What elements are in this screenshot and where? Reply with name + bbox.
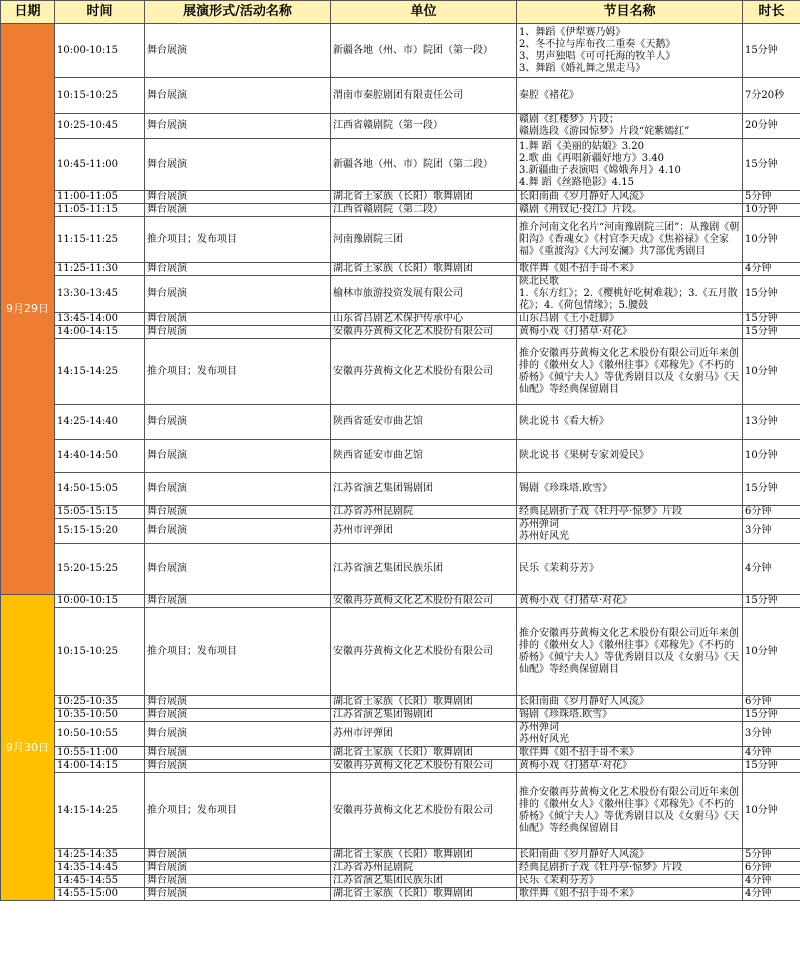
duration-cell: 7分20秒 xyxy=(743,78,800,114)
program-cell: 推介安徽再芬黄梅文化艺术股份有限公司近年来创排的《徽州女人》《徽州往事》《邓稼先》《不朽的骄杨》《倾宁夫人》等优秀剧目以及《女驸马》《天仙配》等经典保留剧目 xyxy=(517,339,743,405)
program-cell: 经典昆剧折子戏《牡丹亭·惊梦》片段 xyxy=(517,862,743,875)
form-cell: 舞台展演 xyxy=(145,544,331,595)
time-cell: 13:45-14:00 xyxy=(55,313,145,326)
unit-cell: 江苏省苏州昆剧院 xyxy=(331,506,517,519)
time-cell: 13:30-13:45 xyxy=(55,276,145,313)
table-row xyxy=(1,204,800,217)
duration-cell: 10分钟 xyxy=(743,204,800,217)
table-row xyxy=(1,888,800,901)
program-cell: 秦腔《褚花》 xyxy=(517,78,743,114)
time-cell: 14:00-14:15 xyxy=(55,760,145,773)
duration-cell: 4分钟 xyxy=(743,747,800,760)
unit-cell: 江苏省演艺集团民族乐团 xyxy=(331,875,517,888)
form-cell: 舞台展演 xyxy=(145,519,331,544)
unit-cell: 苏州市评弹团 xyxy=(331,722,517,747)
table-row xyxy=(1,339,800,405)
duration-cell: 10分钟 xyxy=(743,440,800,473)
form-cell: 舞台展演 xyxy=(145,191,331,204)
unit-cell: 安徽再芬黄梅文化艺术股份有限公司 xyxy=(331,339,517,405)
duration-cell: 5分钟 xyxy=(743,191,800,204)
unit-cell: 安徽再芬黄梅文化艺术股份有限公司 xyxy=(331,595,517,608)
duration-cell: 3分钟 xyxy=(743,519,800,544)
table-row xyxy=(1,862,800,875)
time-cell: 14:15-14:25 xyxy=(55,339,145,405)
duration-cell: 15分钟 xyxy=(743,276,800,313)
form-cell: 舞台展演 xyxy=(145,875,331,888)
program-cell: 歌伴舞《姐不招手哥不来》 xyxy=(517,888,743,901)
duration-cell: 6分钟 xyxy=(743,696,800,709)
duration-cell: 4分钟 xyxy=(743,544,800,595)
program-cell: 民乐《茉莉芬芳》 xyxy=(517,544,743,595)
unit-cell: 江西省赣剧院（第二段） xyxy=(331,204,517,217)
program-cell: 长阳南曲《岁月静好人风流》 xyxy=(517,191,743,204)
time-cell: 10:00-10:15 xyxy=(55,595,145,608)
duration-cell: 15分钟 xyxy=(743,24,800,78)
table-row xyxy=(1,709,800,722)
unit-cell: 江苏省演艺集团锡剧团 xyxy=(331,709,517,722)
schedule-body xyxy=(1,24,800,901)
header-program: 节目名称 xyxy=(517,1,743,24)
time-cell: 14:45-14:55 xyxy=(55,875,145,888)
time-cell: 10:00-10:15 xyxy=(55,24,145,78)
header-duration: 时长 xyxy=(743,1,800,24)
form-cell: 舞台展演 xyxy=(145,595,331,608)
form-cell: 舞台展演 xyxy=(145,722,331,747)
duration-cell: 4分钟 xyxy=(743,263,800,276)
date-cell: 9月29日 xyxy=(1,24,55,595)
time-cell: 14:50-15:05 xyxy=(55,473,145,506)
table-row xyxy=(1,849,800,862)
table-row xyxy=(1,722,800,747)
table-row xyxy=(1,519,800,544)
form-cell: 舞台展演 xyxy=(145,709,331,722)
duration-cell: 6分钟 xyxy=(743,506,800,519)
time-cell: 15:15-15:20 xyxy=(55,519,145,544)
duration-cell: 6分钟 xyxy=(743,862,800,875)
unit-cell: 湖北省土家族（长阳）歌舞剧团 xyxy=(331,849,517,862)
unit-cell: 新疆各地（州、市）院团（第一段） xyxy=(331,24,517,78)
unit-cell: 江苏省苏州昆剧院 xyxy=(331,862,517,875)
table-row xyxy=(1,276,800,313)
time-cell: 10:45-11:00 xyxy=(55,139,145,191)
header-unit: 单位 xyxy=(331,1,517,24)
program-cell: 民乐《茉莉芬芳》 xyxy=(517,875,743,888)
form-cell: 推介项目；发布项目 xyxy=(145,217,331,263)
table-row xyxy=(1,139,800,191)
program-cell: 山东吕剧《王小赶脚》 xyxy=(517,313,743,326)
unit-cell: 湖北省土家族（长阳）歌舞剧团 xyxy=(331,888,517,901)
program-cell: 1.舞 蹈《美丽的姑娘》3.20 2.歌 曲《再唱新疆好地方》3.40 3.新疆曲子表演唱《嫦娥奔月》4.10 4.舞 蹈《丝路艳影》4.15 xyxy=(517,139,743,191)
duration-cell: 10分钟 xyxy=(743,217,800,263)
form-cell: 舞台展演 xyxy=(145,326,331,339)
unit-cell: 安徽再芬黄梅文化艺术股份有限公司 xyxy=(331,773,517,849)
time-cell: 14:55-15:00 xyxy=(55,888,145,901)
form-cell: 舞台展演 xyxy=(145,696,331,709)
table-row xyxy=(1,696,800,709)
time-cell: 10:25-10:45 xyxy=(55,114,145,139)
duration-cell: 20分钟 xyxy=(743,114,800,139)
program-cell: 锡剧《珍珠塔.欧雪》 xyxy=(517,709,743,722)
unit-cell: 湖北省土家族（长阳）歌舞剧团 xyxy=(331,747,517,760)
program-cell: 陕北说书《看大桥》 xyxy=(517,405,743,440)
table-row xyxy=(1,313,800,326)
table-row xyxy=(1,506,800,519)
duration-cell: 4分钟 xyxy=(743,875,800,888)
unit-cell: 新疆各地（州、市）院团（第二段） xyxy=(331,139,517,191)
time-cell: 11:00-11:05 xyxy=(55,191,145,204)
form-cell: 舞台展演 xyxy=(145,849,331,862)
form-cell: 舞台展演 xyxy=(145,276,331,313)
duration-cell: 15分钟 xyxy=(743,595,800,608)
program-cell: 赣剧《红楼梦》片段； 赣剧选段《游园惊梦》片段“姹紫嫣红” xyxy=(517,114,743,139)
form-cell: 舞台展演 xyxy=(145,78,331,114)
table-row xyxy=(1,114,800,139)
program-cell: 黄梅小戏《打猪草·对花》 xyxy=(517,760,743,773)
duration-cell: 15分钟 xyxy=(743,139,800,191)
unit-cell: 江苏省演艺集团民族乐团 xyxy=(331,544,517,595)
unit-cell: 陕西省延安市曲艺馆 xyxy=(331,405,517,440)
time-cell: 10:15-10:25 xyxy=(55,608,145,696)
table-row xyxy=(1,263,800,276)
duration-cell: 10分钟 xyxy=(743,608,800,696)
duration-cell: 10分钟 xyxy=(743,339,800,405)
duration-cell: 15分钟 xyxy=(743,709,800,722)
table-row xyxy=(1,473,800,506)
time-cell: 15:20-15:25 xyxy=(55,544,145,595)
time-cell: 10:35-10:50 xyxy=(55,709,145,722)
duration-cell: 15分钟 xyxy=(743,313,800,326)
header-row xyxy=(1,1,800,24)
form-cell: 舞台展演 xyxy=(145,405,331,440)
unit-cell: 江西省赣剧院（第一段） xyxy=(331,114,517,139)
form-cell: 舞台展演 xyxy=(145,139,331,191)
table-row xyxy=(1,544,800,595)
duration-cell: 15分钟 xyxy=(743,326,800,339)
program-cell: 经典昆剧折子戏《牡丹亭·惊梦》片段 xyxy=(517,506,743,519)
unit-cell: 榆林市旅游投资发展有限公司 xyxy=(331,276,517,313)
duration-cell: 15分钟 xyxy=(743,473,800,506)
program-cell: 推介安徽再芬黄梅文化艺术股份有限公司近年来创排的《徽州女人》《徽州往事》《邓稼先》《不朽的骄杨》《倾宁夫人》等优秀剧目以及《女驸马》《天仙配》等经典保留剧目 xyxy=(517,773,743,849)
unit-cell: 山东省吕剧艺术保护传承中心 xyxy=(331,313,517,326)
table-row xyxy=(1,78,800,114)
program-cell: 赣剧《荆钗记·投江》片段。 xyxy=(517,204,743,217)
unit-cell: 苏州市评弹团 xyxy=(331,519,517,544)
duration-cell: 10分钟 xyxy=(743,773,800,849)
program-cell: 黄梅小戏《打猪草·对花》 xyxy=(517,326,743,339)
unit-cell: 渭南市秦腔剧团有限责任公司 xyxy=(331,78,517,114)
table-row xyxy=(1,747,800,760)
time-cell: 10:25-10:35 xyxy=(55,696,145,709)
time-cell: 14:15-14:25 xyxy=(55,773,145,849)
time-cell: 14:25-14:40 xyxy=(55,405,145,440)
program-cell: 推介河南文化名片“河南豫剧院三团”：从豫剧《朝阳沟》《香魂女》《村官李天成》《焦裕禄》《全家福》《重渡沟》《大河安澜》共7部优秀剧目 xyxy=(517,217,743,263)
table-row xyxy=(1,326,800,339)
unit-cell: 湖北省土家族（长阳）歌舞剧团 xyxy=(331,263,517,276)
form-cell: 推介项目；发布项目 xyxy=(145,773,331,849)
program-cell: 苏州弹词 苏州好风光 xyxy=(517,519,743,544)
duration-cell: 5分钟 xyxy=(743,849,800,862)
unit-cell: 陕西省延安市曲艺馆 xyxy=(331,440,517,473)
time-cell: 10:50-10:55 xyxy=(55,722,145,747)
form-cell: 舞台展演 xyxy=(145,760,331,773)
program-cell: 歌伴舞《姐不招手哥不来》 xyxy=(517,263,743,276)
program-cell: 苏州弹词 苏州好风光 xyxy=(517,722,743,747)
form-cell: 舞台展演 xyxy=(145,313,331,326)
time-cell: 14:40-14:50 xyxy=(55,440,145,473)
form-cell: 舞台展演 xyxy=(145,114,331,139)
table-row xyxy=(1,217,800,263)
unit-cell: 安徽再芬黄梅文化艺术股份有限公司 xyxy=(331,326,517,339)
unit-cell: 湖北省土家族（长阳）歌舞剧团 xyxy=(331,191,517,204)
form-cell: 推介项目；发布项目 xyxy=(145,339,331,405)
date-cell: 9月30日 xyxy=(1,595,55,901)
table-row xyxy=(1,24,800,78)
header-time: 时间 xyxy=(55,1,145,24)
program-cell: 1、舞蹈《伊犁赛乃姆》 2、冬不拉与库布孜二重奏《天鹅》 3、男声独唱《可可托海的牧羊人》 3、舞蹈《婚礼舞之黑走马》 xyxy=(517,24,743,78)
table-row xyxy=(1,595,800,608)
table-row xyxy=(1,773,800,849)
unit-cell: 湖北省土家族（长阳）歌舞剧团 xyxy=(331,696,517,709)
table-row xyxy=(1,608,800,696)
form-cell: 舞台展演 xyxy=(145,888,331,901)
time-cell: 14:00-14:15 xyxy=(55,326,145,339)
time-cell: 11:15-11:25 xyxy=(55,217,145,263)
unit-cell: 江苏省演艺集团锡剧团 xyxy=(331,473,517,506)
program-cell: 黄梅小戏《打猪草·对花》 xyxy=(517,595,743,608)
form-cell: 舞台展演 xyxy=(145,440,331,473)
program-cell: 长阳南曲《岁月静好人风流》 xyxy=(517,696,743,709)
form-cell: 舞台展演 xyxy=(145,862,331,875)
form-cell: 舞台展演 xyxy=(145,747,331,760)
program-cell: 陕北说书《果树专家刘爱民》 xyxy=(517,440,743,473)
header-date: 日期 xyxy=(1,1,55,24)
program-cell: 陕北民歌 1.《东方红》；2.《樱桃好吃树难栽》；3.《五月散花》；4.《荷包情缘》；5.腰鼓 xyxy=(517,276,743,313)
time-cell: 10:15-10:25 xyxy=(55,78,145,114)
form-cell: 舞台展演 xyxy=(145,204,331,217)
time-cell: 15:05-15:15 xyxy=(55,506,145,519)
form-cell: 舞台展演 xyxy=(145,506,331,519)
form-cell: 推介项目；发布项目 xyxy=(145,608,331,696)
table-row xyxy=(1,405,800,440)
time-cell: 14:35-14:45 xyxy=(55,862,145,875)
table-row xyxy=(1,760,800,773)
duration-cell: 13分钟 xyxy=(743,405,800,440)
time-cell: 11:05-11:15 xyxy=(55,204,145,217)
unit-cell: 安徽再芬黄梅文化艺术股份有限公司 xyxy=(331,608,517,696)
program-cell: 歌伴舞《姐不招手哥不来》 xyxy=(517,747,743,760)
unit-cell: 河南豫剧院三团 xyxy=(331,217,517,263)
table-row xyxy=(1,440,800,473)
duration-cell: 4分钟 xyxy=(743,888,800,901)
program-cell: 长阳南曲《岁月静好人风流》 xyxy=(517,849,743,862)
duration-cell: 3分钟 xyxy=(743,722,800,747)
unit-cell: 安徽再芬黄梅文化艺术股份有限公司 xyxy=(331,760,517,773)
table-row xyxy=(1,191,800,204)
form-cell: 舞台展演 xyxy=(145,24,331,78)
duration-cell: 15分钟 xyxy=(743,760,800,773)
form-cell: 舞台展演 xyxy=(145,473,331,506)
form-cell: 舞台展演 xyxy=(145,263,331,276)
program-cell: 锡剧《珍珠塔.欧雪》 xyxy=(517,473,743,506)
table-row xyxy=(1,875,800,888)
program-cell: 推介安徽再芬黄梅文化艺术股份有限公司近年来创排的《徽州女人》《徽州往事》《邓稼先》《不朽的骄杨》《倾宁夫人》等优秀剧目以及《女驸马》《天仙配》等经典保留剧目 xyxy=(517,608,743,696)
time-cell: 10:55-11:00 xyxy=(55,747,145,760)
header-form: 展演形式/活动名称 xyxy=(145,1,331,24)
time-cell: 11:25-11:30 xyxy=(55,263,145,276)
time-cell: 14:25-14:35 xyxy=(55,849,145,862)
